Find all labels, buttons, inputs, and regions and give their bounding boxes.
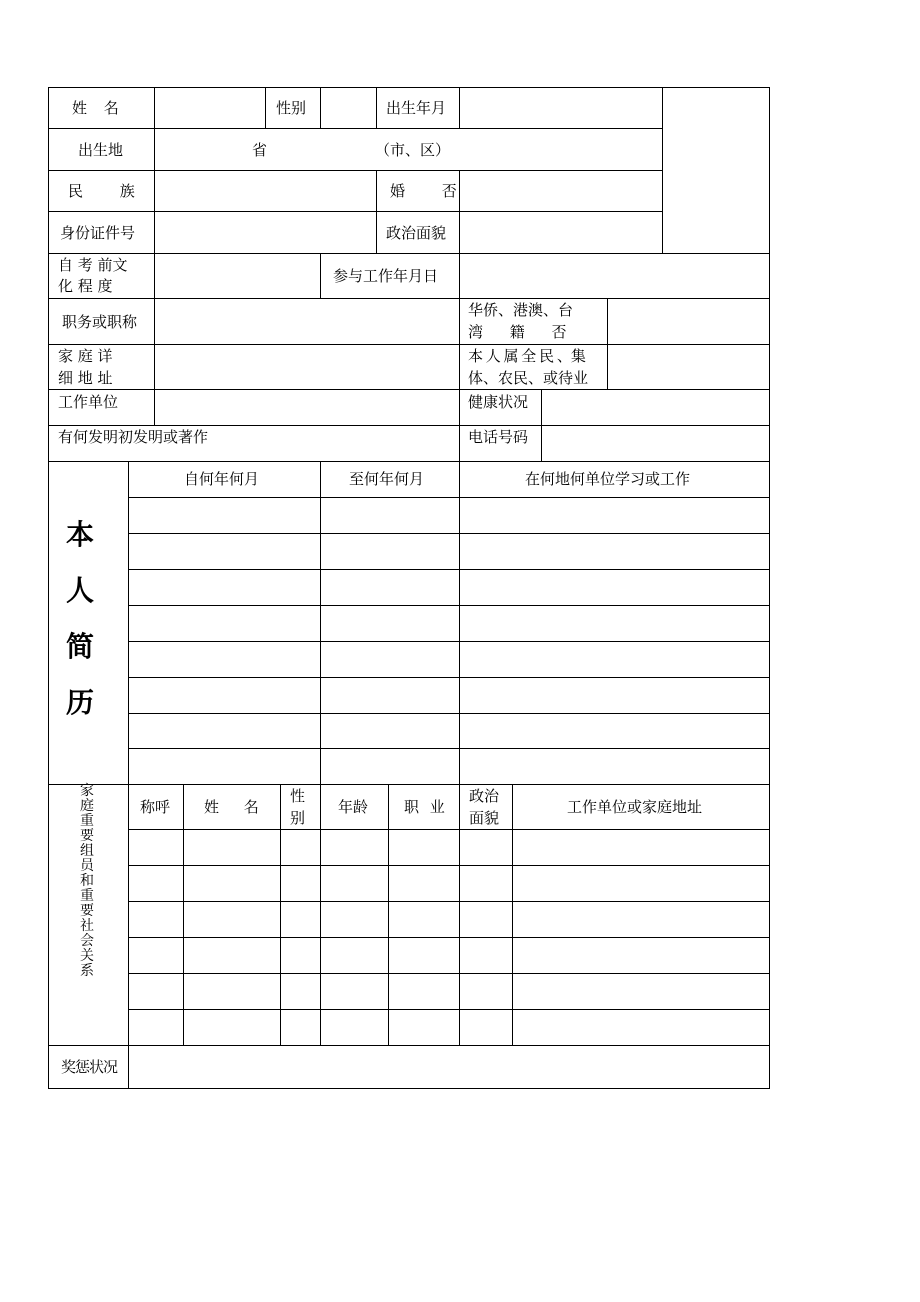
family-section-char: 社 [80, 918, 94, 934]
employment-status-label-line2: 体、农民、或待业 [468, 369, 589, 387]
resume-section-char: 人 [66, 574, 95, 607]
family-entries-area[interactable] [129, 830, 769, 1045]
address-input[interactable] [155, 345, 459, 389]
marital-input[interactable] [460, 171, 662, 211]
resume-header-place: 在何地何单位学习或工作 [525, 470, 691, 488]
employment-status-input[interactable] [608, 345, 769, 389]
family-header-relation: 称呼 [140, 798, 171, 816]
workplace-input[interactable] [155, 390, 459, 425]
work-start-input[interactable] [460, 254, 769, 298]
phone-label: 电话号码 [468, 428, 529, 446]
family-header-political-line2: 面貌 [469, 809, 500, 827]
grid-line [376, 87, 377, 129]
family-section-char: 员 [80, 858, 94, 874]
family-section-char: 组 [80, 843, 94, 859]
family-header-address: 工作单位或家庭地址 [567, 798, 703, 816]
awards-input[interactable] [129, 1046, 769, 1088]
grid-line [265, 87, 266, 129]
birth-date-input[interactable] [460, 88, 662, 128]
address-label-line2: 细 地 址 [58, 369, 113, 387]
grid-line [48, 784, 770, 785]
title-input[interactable] [155, 299, 459, 344]
phone-input[interactable] [542, 426, 769, 461]
resume-header-from: 自何年何月 [184, 470, 260, 488]
name-input[interactable] [155, 88, 265, 128]
resume-header-to: 至何年何月 [349, 470, 425, 488]
title-label: 职务或职称 [62, 313, 138, 331]
birthplace-label: 出生地 [78, 141, 124, 159]
grid-line [320, 253, 321, 299]
marital-label: 婚 否 [390, 182, 473, 200]
overseas-label-line2: 湾 籍 否 [468, 323, 567, 341]
resume-section-char: 历 [66, 686, 95, 719]
grid-line [376, 170, 377, 254]
employment-status-label-line1: 本 人 属 全 民 、集 [468, 347, 585, 365]
province-label: 省 [252, 141, 268, 159]
overseas-label-line1: 华侨、港澳、台 [468, 301, 574, 319]
gender-label: 性别 [276, 99, 307, 117]
family-section-char: 会 [80, 933, 94, 949]
grid-line [459, 389, 460, 462]
grid-line [48, 87, 49, 1089]
gender-input[interactable] [321, 88, 376, 128]
family-header-name: 姓 名 [204, 798, 259, 816]
health-label: 健康状况 [468, 393, 529, 411]
health-input[interactable] [542, 390, 769, 425]
resume-entries-area[interactable] [129, 498, 769, 784]
family-header-job: 职 业 [404, 798, 445, 816]
birthplace-input[interactable] [155, 129, 662, 170]
family-header-gender-line2: 别 [290, 809, 306, 827]
resume-section-char: 本 [66, 518, 95, 551]
name-label: 姓 名 [72, 99, 125, 117]
education-label-line1: 自 考 前文 [58, 256, 128, 274]
birth-date-label: 出生年月 [386, 99, 447, 117]
workplace-label: 工作单位 [58, 393, 119, 411]
family-header-age: 年龄 [338, 798, 369, 816]
ethnicity-input[interactable] [155, 171, 376, 211]
photo-box[interactable] [663, 88, 769, 253]
address-label-line1: 家 庭 详 [58, 347, 113, 365]
resume-section-char: 简 [66, 630, 95, 663]
family-section-char: 要 [80, 828, 94, 844]
grid-line [48, 461, 770, 462]
city-label: （市、区） [375, 141, 451, 159]
family-section-char: 系 [80, 963, 94, 979]
overseas-input[interactable] [608, 299, 769, 344]
grid-line [769, 87, 770, 1089]
invention-input[interactable] [230, 426, 459, 461]
family-section-char: 关 [80, 948, 94, 964]
education-label-line2: 化 程 度 [58, 277, 113, 295]
id-number-label: 身份证件号 [60, 224, 136, 242]
family-section-char: 重 [80, 813, 94, 829]
awards-label: 奖惩状况 [61, 1058, 118, 1076]
political-status-input[interactable] [460, 212, 662, 253]
family-section-char: 重 [80, 888, 94, 904]
family-section-char: 家 [80, 783, 94, 799]
work-start-label: 参与工作年月日 [333, 267, 439, 285]
grid-line [459, 298, 460, 389]
grid-line [48, 1088, 770, 1089]
family-header-political-line1: 政治 [469, 787, 500, 805]
id-number-input[interactable] [155, 212, 376, 253]
invention-label: 有何发明初发明或著作 [58, 428, 209, 446]
family-section-char: 要 [80, 903, 94, 919]
family-section-char: 庭 [80, 798, 94, 814]
ethnicity-label: 民 族 [68, 182, 151, 200]
education-input[interactable] [155, 254, 320, 298]
political-status-label: 政治面貌 [386, 224, 447, 242]
family-header-gender-line1: 性 [290, 787, 306, 805]
family-section-char: 和 [80, 873, 94, 889]
